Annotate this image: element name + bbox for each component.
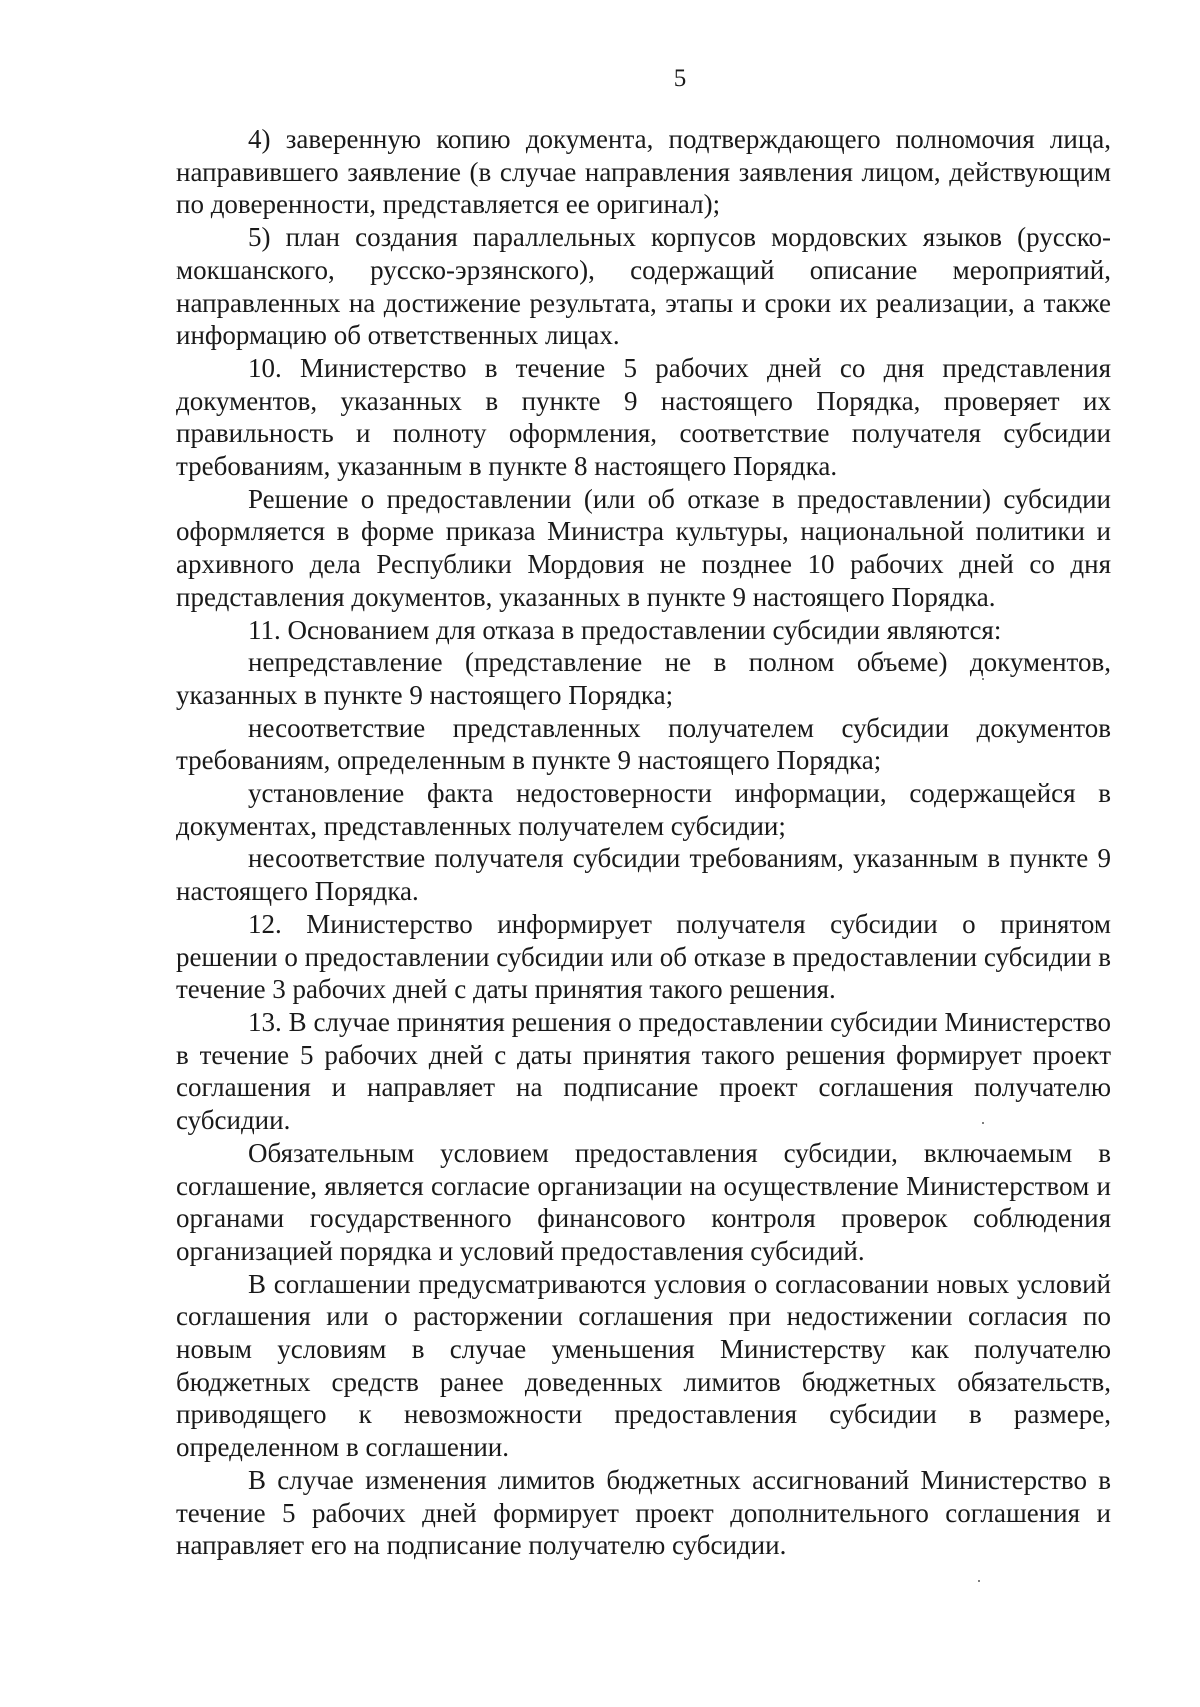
scan-speck <box>982 678 984 680</box>
paragraph-clause-13: 13. В случае принятия решения о предоставлении субсидии Министерство в течение 5 рабочих дней с даты принятия такого решения формирует проект соглашения и направляет на подписание проект соглашения получателю субсидии. <box>176 1006 1111 1136</box>
paragraph-refusal-reason-2: несоответствие представленных получателем субсидии документов требованиям, определенным в пункте 9 настоящего Порядка; <box>176 712 1111 776</box>
paragraph-item-5: 5) план создания параллельных корпусов мордовских языков (русско-мокшанского, русско-эрзянского), содержащий описание мероприятий, направленных на достижение результата, этапы и сроки их реализации, а также информацию об ответственных лицах. <box>176 222 1111 351</box>
paragraph-refusal-reason-4: несоответствие получателя субсидии требованиям, указанным в пункте 9 настоящего Порядка. <box>176 843 1111 907</box>
paragraph-clause-12: 12. Министерство информирует получателя субсидии о принятом решении о предоставлении субсидии или об отказе в предоставлении субсидии в течение 3 рабочих дней с даты принятия такого решения. <box>176 908 1111 1005</box>
paragraph-limits-change: В случае изменения лимитов бюджетных ассигнований Министерство в течение 5 рабочих дней формирует проект дополнительного соглашения и направляет его на подписание получателю субсидии. <box>176 1464 1111 1561</box>
paragraph-clause-10: 10. Министерство в течение 5 рабочих дней со дня представления документов, указанных в пункте 9 настоящего Порядка, проверяет их правильность и полноту оформления, соответствие получателя субсидии требованиям, указанным в пункте 8 настоящего Порядка. <box>176 352 1111 482</box>
paragraph-mandatory-condition: Обязательным условием предоставления субсидии, включаемым в соглашение, является согласие организации на осуществление Министерством и органами государственного финансового контроля проверок соблюдения организацией порядка и условий предоставления субсидий. <box>176 1137 1111 1266</box>
paragraph-refusal-reason-3: установление факта недостоверности информации, содержащейся в документах, представленных получателем субсидии; <box>176 778 1111 841</box>
paragraph-item-4: 4) заверенную копию документа, подтверждающего полномочия лица, направившего заявление (в случае направления заявления лицом, действующим по доверенности, представляется ее оригинал); <box>176 124 1111 220</box>
scan-speck <box>982 1122 984 1124</box>
paragraph-refusal-reason-1: непредставление (представление не в полном объеме) документов, указанных в пункте 9 настоящего Порядка; <box>176 647 1111 710</box>
document-body <box>176 123 1111 1562</box>
scan-speck <box>978 1580 980 1582</box>
page-number: 5 <box>673 65 687 92</box>
paragraph-agreement-conditions: В соглашении предусматриваются условия о согласовании новых условий соглашения или о расторжении соглашения при недостижении согласия по новым условиям в случае уменьшения Министерству как получателю бюджетных средств ранее доведенных лимитов бюджетных обязательств, приводящего к невозможности предоставления субсидии в размере, определенном в соглашении. <box>176 1268 1111 1463</box>
paragraph-decision: Решение о предоставлении (или об отказе в предоставлении) субсидии оформляется в форме приказа Министра культуры, национальной политики и архивного дела Республики Мордовия не позднее 10 рабочих дней со дня представления документов, указанных в пункте 9 настоящего Порядка. <box>176 483 1111 612</box>
paragraph-clause-11: 11. Основанием для отказа в предоставлении субсидии являются: <box>248 614 1002 645</box>
